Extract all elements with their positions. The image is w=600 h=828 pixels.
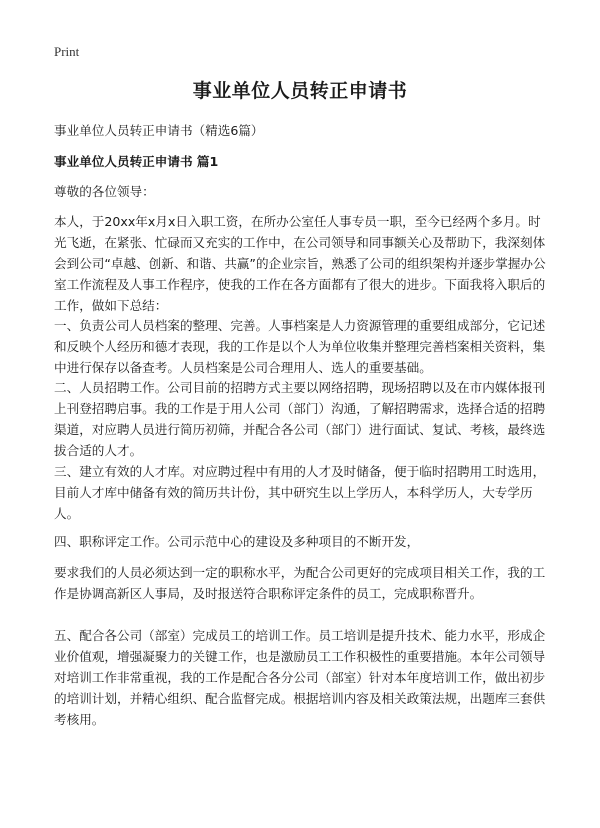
section-title: 事业单位人员转正申请书 篇1 — [54, 154, 219, 169]
print-link[interactable]: Print — [54, 44, 80, 59]
paragraph-intro: 本人，于20xx年x月x日入职工资，在所办公室任人事专员一职，至今已经两个多月。时光飞逝，在紧张、忙碌而又充实的工作中，在公司领导和同事额关心及帮助下，我深刻体会到公司“卓越、创新、和谐、共赢”的企业宗旨，熟悉了公司的组织架构并逐步掌握办公室工作流程及人事工作程序，使我的工作在各方面都有了很大的进步。下面我将入职后的工作，做如下总结： — [54, 214, 546, 313]
paragraph-recruitment: 二、人员招聘工作。公司目前的招聘方式主要以网络招聘，现场招聘以及在市内媒体报刊上刊登招聘启事。我的工作是于用人公司（部门）沟通，了解招聘需求，选择合适的招聘渠道，对应聘人员进行简历初筛，并配合各公司（部门）进行面试、复试、考核，最终选拔合适的人才。 — [54, 380, 546, 458]
paragraph-talent-pool: 三、建立有效的人才库。对应聘过程中有用的人才及时储备，便于临时招聘用工时选用，目前人才库中储备有效的简历共计份，其中研究生以上学历人，本科学历人，大专学历人。 — [54, 464, 546, 521]
paragraph-archives: 一、负责公司人员档案的整理、完善。人事档案是人力资源管理的重要组成部分，它记述和反映个人经历和德才表现，我的工作是以个人为单位收集并整理完善档案相关资料，集中进行保存以备查考。人员档案是公司合理用人、选人的重要基础。 — [54, 318, 546, 375]
paragraph-title-evaluation: 四、职称评定工作。公司示范中心的建设及多种项目的不断开发， — [54, 534, 420, 549]
greeting: 尊敬的各位领导： — [54, 184, 155, 199]
document-title: 事业单位人员转正申请书 — [192, 80, 408, 102]
paragraph-training: 五、配合各公司（部室）完成员工的培训工作。员工培训是提升技术、能力水平，形成企业价值观，增强凝聚力的关键工作，也是激励员工工作积极性的重要措施。本年公司领导对培训工作非常重视，我的工作是配合各分公司（部室）针对本年度培训工作，做出初步的培训计划，并精心组织、配合监督完成。根据培训内容及相关政策法规，出题库三套供考核用。 — [54, 628, 546, 727]
document-subtitle: 事业单位人员转正申请书（精选6篇） — [54, 123, 264, 138]
paragraph-title-requirements: 要求我们的人员必须达到一定的职称水平，为配合公司更好的完成项目相关工作，我的工作是协调高新区人事局，及时报送符合职称评定条件的员工，完成职称晋升。 — [54, 565, 546, 601]
